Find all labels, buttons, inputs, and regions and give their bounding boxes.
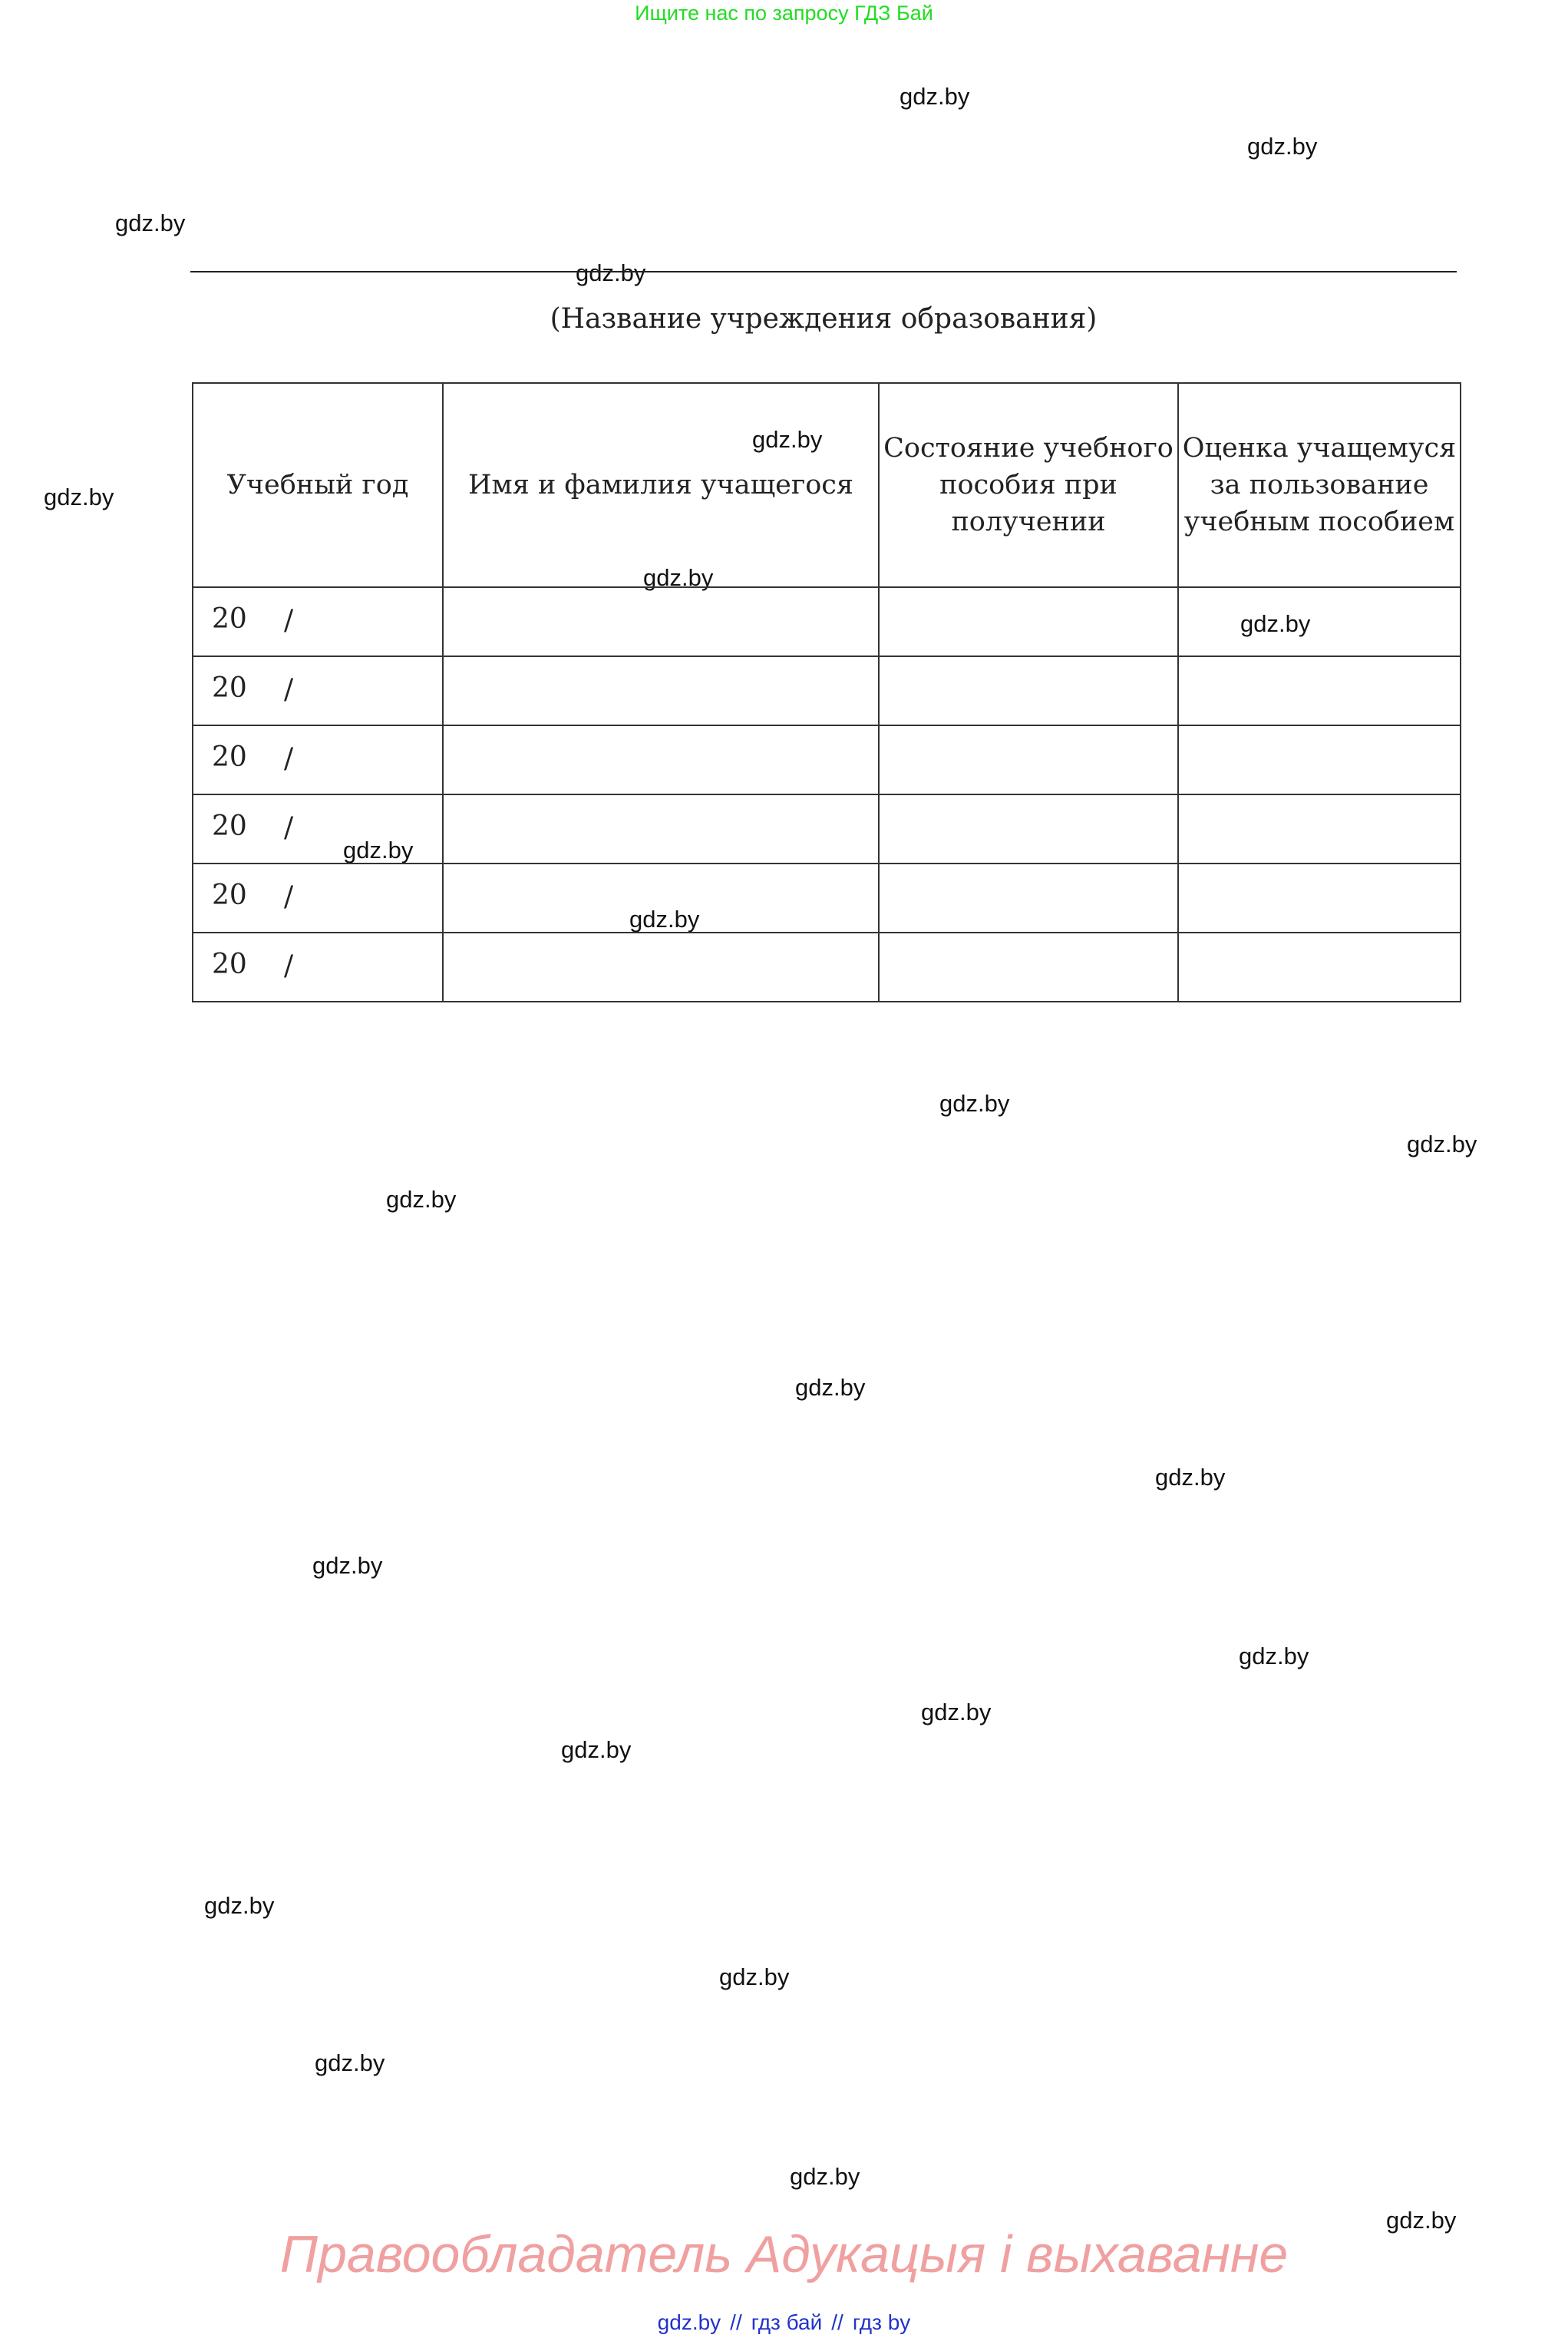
year-separator: / <box>284 743 294 774</box>
year-cell <box>193 725 443 794</box>
year-prefix: 20 <box>212 672 247 704</box>
condition-cell <box>879 656 1178 725</box>
year-separator: / <box>284 812 294 844</box>
watermark: gdz.by <box>312 1552 383 1579</box>
watermark: gdz.by <box>1239 1643 1309 1669</box>
watermark: gdz.by <box>1247 133 1318 160</box>
table-row <box>193 725 1461 794</box>
year-prefix: 20 <box>212 741 247 773</box>
watermark: gdz.by <box>1155 1464 1226 1491</box>
table-row <box>193 656 1461 725</box>
watermark: gdz.by <box>1386 2207 1457 2234</box>
watermark: gdz.by <box>1240 610 1311 637</box>
year-separator: / <box>284 881 294 913</box>
watermark: gdz.by <box>795 1374 866 1401</box>
table-row <box>193 864 1461 933</box>
year-prefix: 20 <box>212 811 247 842</box>
year-cell <box>193 656 443 725</box>
student-name-cell <box>443 794 879 864</box>
watermark: gdz.by <box>921 1699 992 1725</box>
header-student-name: Имя и фамилия учащегося <box>443 383 879 587</box>
year-separator: / <box>284 950 294 982</box>
footer-link-gdz-by-cyr[interactable]: гдз by <box>852 2310 911 2334</box>
watermark: gdz.by <box>752 426 823 453</box>
student-name-cell <box>443 725 879 794</box>
grade-cell <box>1178 656 1461 725</box>
watermark: gdz.by <box>561 1736 632 1763</box>
school-name-caption: (Название учреждения образования) <box>550 303 1098 335</box>
footer-link-gdz-bai[interactable]: гдз бай <box>751 2310 823 2334</box>
watermark: gdz.by <box>939 1090 1010 1117</box>
grade-cell <box>1178 933 1461 1002</box>
table-header-row <box>193 383 1461 587</box>
header-textbook-condition: Состояние учебного пособия при получении <box>879 383 1178 587</box>
year-prefix: 20 <box>212 880 247 911</box>
watermark: gdz.by <box>629 906 700 933</box>
watermark: gdz.by <box>44 484 114 510</box>
footer-separator: // <box>730 2310 742 2334</box>
year-cell <box>193 794 443 864</box>
watermark: gdz.by <box>204 1892 275 1919</box>
watermark: gdz.by <box>719 1963 790 1990</box>
footer-separator: // <box>831 2310 843 2334</box>
condition-cell <box>879 794 1178 864</box>
grade-cell <box>1178 587 1461 656</box>
condition-cell <box>879 864 1178 933</box>
header-school-year: Учебный год <box>193 383 443 587</box>
footer-links <box>0 2310 1568 2335</box>
school-name-line <box>190 271 1457 272</box>
table-row <box>193 933 1461 1002</box>
year-cell <box>193 587 443 656</box>
condition-cell <box>879 933 1178 1002</box>
grade-cell <box>1178 725 1461 794</box>
year-prefix: 20 <box>212 949 247 980</box>
student-name-cell <box>443 933 879 1002</box>
watermark: gdz.by <box>643 564 714 591</box>
condition-cell <box>879 587 1178 656</box>
watermark: gdz.by <box>576 259 646 286</box>
header-usage-grade: Оценка учащемуся за пользование учебным пособием <box>1178 383 1461 587</box>
watermark: gdz.by <box>315 2049 385 2076</box>
footer-link-gdz-by[interactable]: gdz.by <box>657 2310 721 2334</box>
year-cell <box>193 933 443 1002</box>
watermark: gdz.by <box>115 210 186 236</box>
watermark: gdz.by <box>1407 1131 1477 1157</box>
watermark: gdz.by <box>386 1186 457 1213</box>
table-row <box>193 587 1461 656</box>
year-cell <box>193 864 443 933</box>
top-banner: Ищите нас по запросу ГДЗ Бай <box>635 2 933 25</box>
condition-cell <box>879 725 1178 794</box>
watermark: gdz.by <box>343 837 414 864</box>
student-name-cell <box>443 656 879 725</box>
grade-cell <box>1178 794 1461 864</box>
watermark: gdz.by <box>900 83 970 110</box>
copyright-holder: Правообладатель Адукацыя і выхаванне <box>279 2225 1289 2284</box>
watermark: gdz.by <box>790 2163 860 2190</box>
student-name-cell <box>443 587 879 656</box>
year-separator: / <box>284 674 294 705</box>
table-row <box>193 794 1461 864</box>
student-name-cell <box>443 864 879 933</box>
year-prefix: 20 <box>212 603 247 635</box>
textbook-usage-table <box>192 382 1461 1002</box>
year-separator: / <box>284 605 294 636</box>
grade-cell <box>1178 864 1461 933</box>
